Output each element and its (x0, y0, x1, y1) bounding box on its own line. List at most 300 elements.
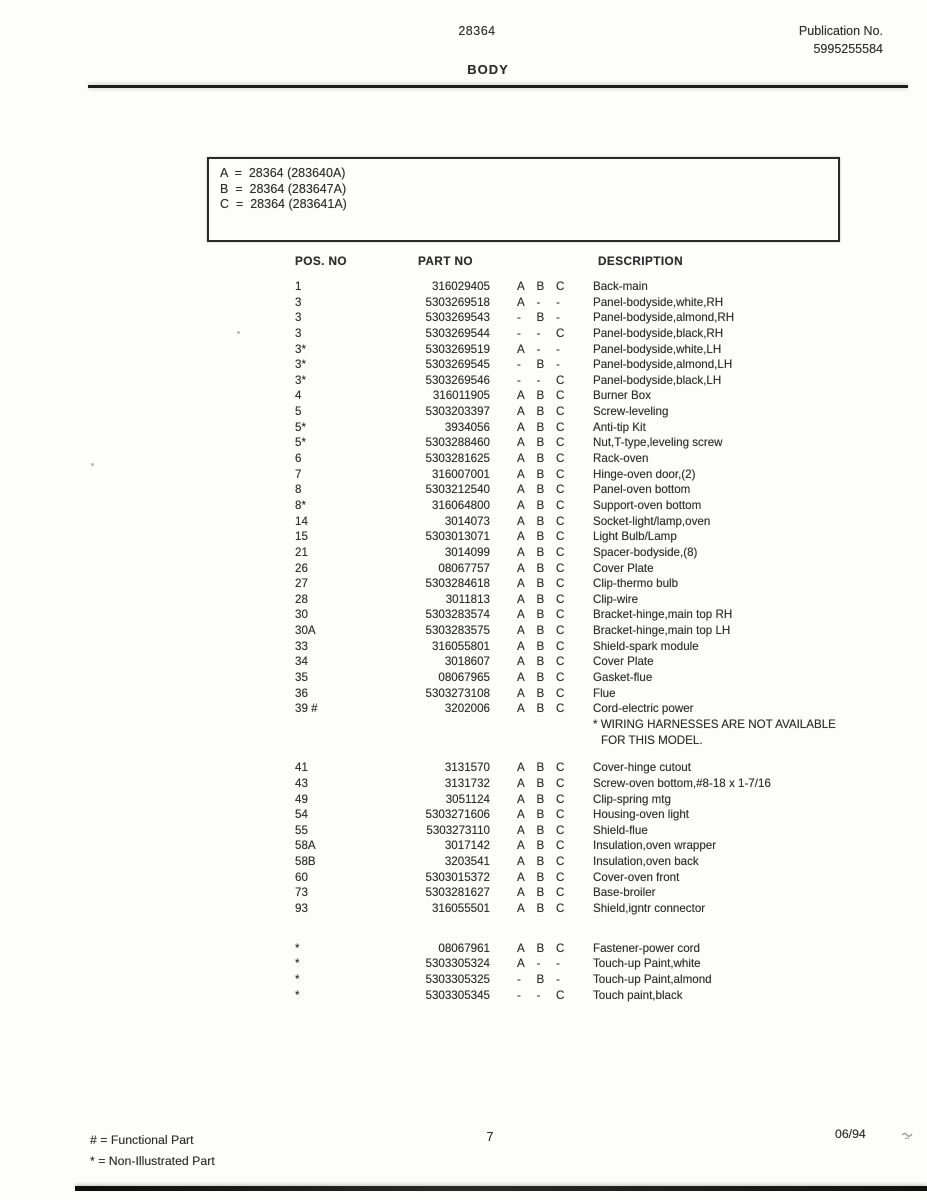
model-flag: B (536, 577, 545, 591)
model-flag: C (556, 592, 565, 606)
model-flag: A (517, 545, 525, 559)
cell-pos-no: 14 (295, 514, 308, 528)
table-row (0, 482, 927, 498)
cell-model-flags (517, 576, 593, 592)
model-flag: - (536, 373, 541, 387)
model-flag: C (556, 467, 565, 481)
model-flag: A (517, 957, 525, 971)
model-flag: B (536, 592, 545, 606)
cell-pos-no: 8* (295, 498, 306, 512)
parts-table-body (0, 279, 927, 1003)
model-flag: - (517, 311, 521, 325)
model-flag: B (536, 436, 545, 450)
cell-pos-no: 35 (295, 671, 308, 685)
cell-description: Cord-electric power (593, 702, 694, 716)
header-model-number: 28364 (458, 24, 496, 38)
model-flag: A (517, 389, 525, 403)
cell-description: Panel-oven bottom (593, 483, 691, 497)
model-flag: B (536, 530, 545, 544)
model-flag: C (556, 839, 565, 853)
cell-pos-no: 27 (295, 577, 308, 591)
model-flag: C (556, 808, 565, 822)
table-gap (0, 748, 927, 760)
model-flag: C (556, 988, 565, 1002)
cell-part-no: 5303269518 (425, 295, 490, 309)
model-flag: A (517, 498, 525, 512)
cell-model-flags (517, 807, 593, 823)
model-flag: C (556, 639, 565, 653)
cell-pos-no: * (295, 988, 300, 1002)
cell-pos-no: 26 (295, 561, 308, 575)
cell-part-no: 3203541 (444, 855, 490, 869)
cell-description: Flue (593, 686, 616, 700)
cell-model-flags (517, 435, 593, 451)
publication-label: Publication No. (798, 24, 883, 38)
cell-pos-no: 5* (295, 436, 306, 450)
cell-model-flags (517, 854, 593, 870)
model-flag: B (536, 639, 545, 653)
cell-part-no: 5303305325 (425, 972, 490, 986)
cell-model-flags (517, 373, 593, 389)
cell-model-flags (517, 514, 593, 530)
model-flag: - (556, 295, 560, 309)
cell-part-no: 316007001 (431, 467, 490, 481)
model-flag: A (517, 941, 525, 955)
cell-part-no: 316064800 (431, 498, 490, 512)
cell-pos-no: 58B (295, 855, 316, 869)
model-flag: A (517, 855, 525, 869)
model-flag: C (556, 776, 565, 790)
table-row (0, 498, 927, 514)
cell-part-no: 5303015372 (425, 870, 490, 884)
model-flag: - (517, 988, 521, 1002)
model-key-box (207, 157, 840, 242)
model-flag: A (517, 452, 525, 466)
model-flag: A (517, 808, 525, 822)
cell-description: Panel-bodyside,white,LH (593, 342, 722, 356)
footer-legend (90, 1130, 215, 1171)
model-flag: B (536, 467, 545, 481)
cell-part-no: 3014099 (444, 545, 490, 559)
table-row (0, 404, 927, 420)
model-flag: B (536, 839, 545, 853)
cell-model-flags (517, 686, 593, 702)
cell-part-no: 08067965 (438, 671, 490, 685)
model-flag: B (536, 671, 545, 685)
publication-block (683, 22, 883, 58)
model-flag: A (517, 530, 525, 544)
cell-pos-no: 41 (295, 761, 308, 775)
cell-model-flags (517, 941, 593, 957)
table-row (0, 607, 927, 623)
cell-model-flags (517, 357, 593, 373)
model-flag: B (536, 901, 545, 915)
cell-description: Cover Plate (593, 655, 654, 669)
model-flag: A (517, 870, 525, 884)
cell-description: Cover Plate (593, 561, 654, 575)
cell-description: Light Bulb/Lamp (593, 530, 677, 544)
cell-part-no: 3018607 (444, 655, 490, 669)
table-row (0, 807, 927, 823)
model-flag: C (556, 941, 565, 955)
cell-pos-no: 60 (295, 870, 308, 884)
cell-model-flags (517, 420, 593, 436)
table-row (0, 854, 927, 870)
cell-model-flags (517, 310, 593, 326)
cell-model-flags (517, 592, 593, 608)
cell-description: Panel-bodyside,black,LH (593, 373, 722, 387)
model-flag: B (536, 761, 545, 775)
model-flag: - (517, 326, 521, 340)
cell-pos-no: 3* (295, 358, 306, 372)
cell-pos-no: 7 (295, 467, 302, 481)
cell-model-flags (517, 885, 593, 901)
cell-description: Support-oven bottom (593, 498, 702, 512)
cell-model-flags (517, 388, 593, 404)
table-row (0, 561, 927, 577)
footer-date: 06/94 (835, 1127, 866, 1141)
table-row (0, 467, 927, 483)
cell-description: Anti-tip Kit (593, 420, 646, 434)
model-flag: B (536, 514, 545, 528)
cell-model-flags (517, 607, 593, 623)
model-flag: - (536, 295, 541, 309)
cell-description: Cover-hinge cutout (593, 761, 691, 775)
model-flag: B (536, 808, 545, 822)
model-flag: C (556, 823, 565, 837)
cell-model-flags (517, 654, 593, 670)
cell-part-no: 316029405 (431, 280, 490, 293)
model-flag: B (536, 655, 545, 669)
cell-part-no: 5303305324 (425, 957, 490, 971)
cell-part-no: 3131732 (444, 776, 490, 790)
cell-pos-no: 21 (295, 545, 308, 559)
cell-part-no: 5303269546 (425, 373, 490, 387)
model-flag: A (517, 592, 525, 606)
cell-model-flags (517, 988, 593, 1004)
table-row (0, 592, 927, 608)
table-row (0, 545, 927, 561)
cell-description: Screw-leveling (593, 405, 669, 419)
model-flag: C (556, 577, 565, 591)
table-note-line: * WIRING HARNESSES ARE NOT AVAILABLE (593, 717, 836, 731)
cell-part-no: 5303305345 (425, 988, 490, 1002)
table-row (0, 941, 927, 957)
model-flag: A (517, 639, 525, 653)
table-row (0, 279, 927, 295)
model-flag: C (556, 686, 565, 700)
page-number: 7 (486, 1130, 494, 1144)
table-row (0, 373, 927, 389)
model-flag: A (517, 561, 525, 575)
model-flag: C (556, 702, 565, 716)
cell-description: Fastener-power cord (593, 941, 700, 955)
table-row (0, 451, 927, 467)
cell-description: Shield,igntr connector (593, 901, 706, 915)
model-flag: - (536, 326, 541, 340)
cell-part-no: 5303281625 (425, 452, 490, 466)
cell-model-flags (517, 482, 593, 498)
cell-part-no: 5303269545 (425, 358, 490, 372)
model-flag: A (517, 577, 525, 591)
cell-description: Panel-bodyside,white,RH (593, 295, 724, 309)
model-flag: B (536, 972, 545, 986)
table-row (0, 576, 927, 592)
model-flag: A (517, 436, 525, 450)
table-row (0, 988, 927, 1004)
cell-description: Housing-oven light (593, 808, 690, 822)
column-header-part-no: PART NO (418, 254, 474, 268)
cell-pos-no: 34 (295, 655, 308, 669)
table-row (0, 776, 927, 792)
cell-pos-no: 3 (295, 295, 302, 309)
cell-description: Rack-oven (593, 452, 649, 466)
cell-model-flags (517, 776, 593, 792)
scan-artifact-icon (899, 1126, 915, 1142)
cell-part-no: 3017142 (444, 839, 490, 853)
model-flag: C (556, 498, 565, 512)
model-flag: C (556, 624, 565, 638)
cell-description: Touch-up Paint,almond (593, 972, 712, 986)
cell-pos-no: 58A (295, 839, 316, 853)
model-flag: B (536, 792, 545, 806)
model-flag: A (517, 792, 525, 806)
cell-pos-no: * (295, 972, 300, 986)
model-flag: C (556, 280, 565, 293)
cell-pos-no: 93 (295, 901, 308, 915)
model-flag: A (517, 624, 525, 638)
table-row (0, 670, 927, 686)
model-flag: C (556, 483, 565, 497)
table-row (0, 823, 927, 839)
cell-pos-no: 8 (295, 483, 302, 497)
cell-pos-no: 6 (295, 452, 302, 466)
cell-part-no: 5303288460 (425, 436, 490, 450)
cell-pos-no: 1 (295, 280, 302, 293)
cell-part-no: 5303273110 (426, 823, 490, 837)
cell-part-no: 3934056 (444, 420, 490, 434)
model-flag: C (556, 389, 565, 403)
table-row (0, 956, 927, 972)
cell-description: Socket-light/lamp,oven (593, 514, 711, 528)
model-flag: B (536, 561, 545, 575)
cell-description: Back-main (593, 280, 648, 293)
cell-pos-no: 3* (295, 342, 306, 356)
table-row (0, 529, 927, 545)
cell-part-no: 5303271606 (425, 808, 490, 822)
model-flag: - (556, 342, 560, 356)
cell-pos-no: 55 (295, 823, 308, 837)
model-flag: C (556, 761, 565, 775)
model-flag: B (536, 870, 545, 884)
cell-description: Shield-spark module (593, 639, 699, 653)
model-flag: B (536, 311, 545, 325)
table-row (0, 388, 927, 404)
cell-part-no: 316055501 (431, 901, 490, 915)
table-row (0, 420, 927, 436)
cell-part-no: 316011905 (432, 389, 490, 403)
cell-description: Screw-oven bottom,#8-18 x 1-7/16 (593, 776, 771, 790)
cell-pos-no: 39 # (295, 702, 318, 716)
model-flag: C (556, 792, 565, 806)
cell-model-flags (517, 901, 593, 917)
model-flag: A (517, 405, 525, 419)
model-flag: B (536, 389, 545, 403)
cell-description: Clip-spring mtg (593, 792, 671, 806)
table-row (0, 357, 927, 373)
cell-description: Clip-thermo bulb (593, 577, 679, 591)
footer-rule (75, 1186, 927, 1191)
cell-part-no: 5303013071 (425, 530, 490, 544)
model-flag: C (556, 420, 565, 434)
table-row (0, 623, 927, 639)
cell-part-no: 5303283575 (425, 624, 490, 638)
cell-model-flags (517, 545, 593, 561)
cell-description: Panel-bodyside,almond,LH (593, 358, 733, 372)
cell-model-flags (517, 326, 593, 342)
cell-part-no: 5303212540 (425, 483, 490, 497)
cell-part-no: 3051124 (445, 792, 490, 806)
cell-description: Touch-up Paint,white (593, 957, 701, 971)
cell-part-no: 5303203397 (425, 405, 490, 419)
non-illustrated-part-note: * = Non-Illustrated Part (90, 1153, 215, 1168)
model-flag: - (556, 957, 560, 971)
cell-description: Hinge-oven door,(2) (593, 467, 696, 481)
cell-pos-no: * (295, 941, 300, 955)
model-flag: C (556, 373, 565, 387)
publication-number: 5995255584 (813, 42, 883, 56)
cell-part-no: 08067961 (438, 941, 490, 955)
cell-description: Gasket-flue (593, 671, 653, 685)
model-flag: B (536, 498, 545, 512)
cell-pos-no: 4 (295, 389, 302, 403)
cell-model-flags (517, 342, 593, 358)
cell-description: Shield-flue (593, 823, 648, 837)
cell-part-no: 3202006 (444, 702, 490, 716)
model-flag: A (517, 886, 525, 900)
cell-part-no: 3131570 (444, 761, 490, 775)
model-flag: A (517, 671, 525, 685)
table-row (0, 792, 927, 808)
model-flag: A (517, 686, 525, 700)
cell-description: Insulation,oven wrapper (593, 839, 717, 853)
table-row (0, 295, 927, 311)
cell-model-flags (517, 823, 593, 839)
model-flag: A (517, 776, 525, 790)
model-flag: C (556, 561, 565, 575)
model-flag: B (536, 624, 545, 638)
cell-pos-no: 36 (295, 686, 308, 700)
model-flag: A (517, 514, 525, 528)
functional-part-note: # = Functional Part (90, 1133, 194, 1147)
table-row (0, 972, 927, 988)
model-flag: B (536, 941, 545, 955)
model-flag: - (536, 988, 541, 1002)
model-flag: A (517, 420, 525, 434)
model-flag: - (517, 358, 521, 372)
cell-pos-no: 30 (295, 608, 308, 622)
cell-part-no: 5303284618 (425, 577, 490, 591)
model-flag: B (536, 405, 545, 419)
table-row (0, 435, 927, 451)
model-flag: A (517, 342, 525, 356)
model-flag: C (556, 436, 565, 450)
cell-pos-no: 5 (295, 405, 302, 419)
cell-model-flags (517, 623, 593, 639)
cell-model-flags (517, 498, 593, 514)
model-flag: A (517, 823, 525, 837)
model-flag: - (556, 358, 560, 372)
table-row (0, 342, 927, 358)
table-row (0, 514, 927, 530)
cell-pos-no: 3 (295, 326, 302, 340)
model-key-line: B = 28364 (283647A) (220, 181, 347, 196)
model-flag: C (556, 326, 565, 340)
column-header-pos-no: POS. NO (295, 254, 347, 268)
model-flag: C (556, 545, 565, 559)
cell-description: Base-broiler (593, 886, 656, 900)
model-flag: A (517, 655, 525, 669)
cell-model-flags (517, 670, 593, 686)
model-flag: A (517, 467, 525, 481)
cell-model-flags (517, 295, 593, 311)
cell-pos-no: 30A (295, 624, 316, 638)
cell-pos-no: 3* (295, 373, 306, 387)
cell-part-no: 3011813 (445, 592, 490, 606)
cell-description: Panel-bodyside,black,RH (593, 326, 724, 340)
cell-description: Bracket-hinge,main top RH (593, 608, 733, 622)
cell-pos-no: 73 (295, 886, 308, 900)
model-flag: C (556, 405, 565, 419)
cell-part-no: 316055801 (431, 639, 490, 653)
model-flag: B (536, 280, 545, 293)
table-gap (0, 917, 927, 941)
model-flag: A (517, 901, 525, 915)
table-row (0, 639, 927, 655)
cell-model-flags (517, 760, 593, 776)
cell-part-no: 5303269543 (425, 311, 490, 325)
model-flag: C (556, 655, 565, 669)
model-flag: B (536, 420, 545, 434)
cell-description: Touch paint,black (593, 988, 683, 1002)
cell-pos-no: 15 (295, 530, 308, 544)
cell-model-flags (517, 972, 593, 988)
model-flag: A (517, 839, 525, 853)
model-flag: C (556, 870, 565, 884)
model-flag: A (517, 761, 525, 775)
model-flag: B (536, 855, 545, 869)
cell-model-flags (517, 870, 593, 886)
cell-model-flags (517, 561, 593, 577)
cell-part-no: 5303283574 (425, 608, 490, 622)
cell-part-no: 5303273108 (425, 686, 490, 700)
model-flag: C (556, 514, 565, 528)
cell-description: Cover-oven front (593, 870, 680, 884)
model-key-line: A = 28364 (283640A) (220, 166, 346, 180)
cell-description: Panel-bodyside,almond,RH (593, 311, 735, 325)
model-flag: B (536, 545, 545, 559)
cell-model-flags (517, 838, 593, 854)
cell-pos-no: 43 (295, 776, 308, 790)
model-flag: - (517, 373, 521, 387)
cell-model-flags (517, 792, 593, 808)
cell-model-flags (517, 279, 593, 295)
cell-model-flags (517, 451, 593, 467)
model-flag: A (517, 608, 525, 622)
model-flag: C (556, 608, 565, 622)
cell-pos-no: 54 (295, 808, 308, 822)
cell-pos-no: 49 (295, 792, 308, 806)
